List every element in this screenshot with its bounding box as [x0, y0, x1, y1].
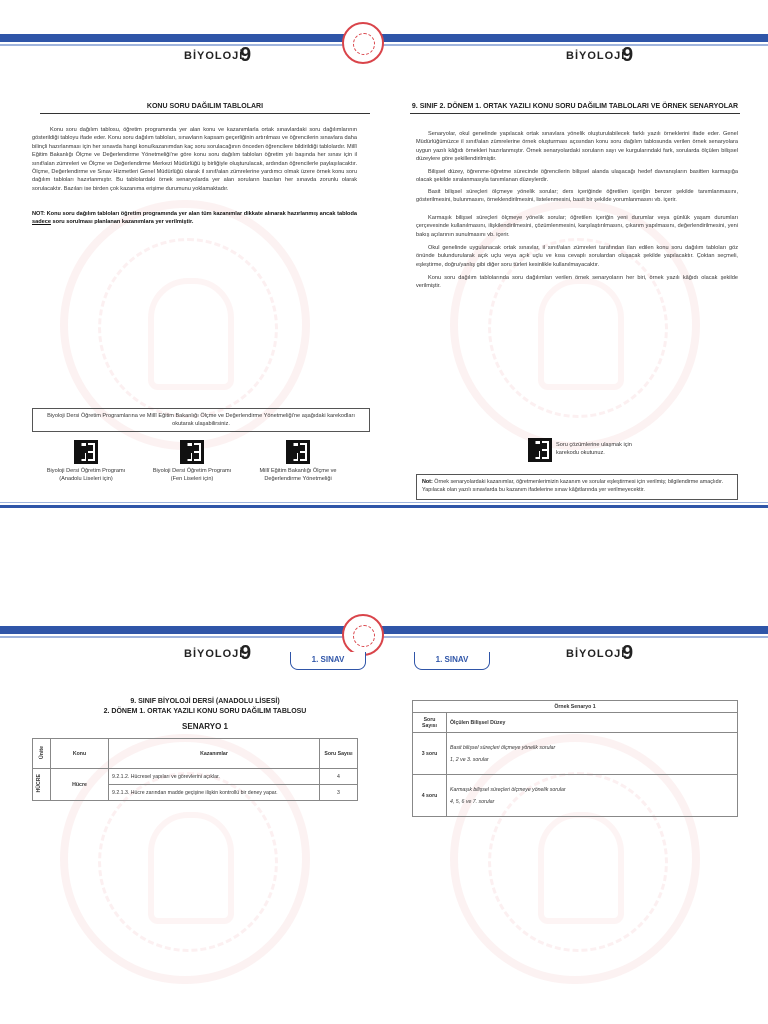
- kazanim-note-box: [416, 474, 738, 500]
- subject-label: BİYOLOJİ: [184, 648, 244, 660]
- page-title: KONU SORU DAĞILIM TABLOLARI: [146, 103, 264, 110]
- note-label: Not:: [422, 479, 433, 485]
- scenario-paragraph-1: Senaryolar, okul genelinde yapılacak ortak sınavlara yönelik oluşturulabilecek farklı yazılı örneklerini ifade eder. Genel Müdürlüğümüzce il sınıf/alan zümrelerine örnek oluşturması açısından konu soru dağılım tablosunda verilen örnek senaryolara uygun yazılı kâğıdı örnekleri hazırlanmıştır. Örnek senaryolardaki soruların sayı ve kurgularındaki fark, sorularda ölçülen bilişsel düzeylere göre şekillendirilmiştir.: [416, 131, 738, 163]
- scenario-paragraph-2: Bilişsel düzey, öğrenme-öğretme sürecinde öğrencilerin bilişsel alanda ulaşacağı hedef davranışların basitten karmaşığa olacak şekilde sıralanmasıyla tanımlanan düzeylerdir.: [416, 169, 738, 184]
- title-rule: [410, 113, 740, 114]
- count-cell: 4 soru: [413, 775, 447, 817]
- scenario-paragraph-4: Karmaşık bilişsel süreçleri ölçmeye yönelik sorular; öğretilen içeriğin yeni durumlar veya günlük yaşam durumları çerçevesinde kullanılmasını, ilişkilendirilmesini, çözümlenmesini, karşılaştırılmasını, çıkarım yapılmasını, değerlendirilmesini, yeni bakış açılarının sunulmasını vb. içerir.: [416, 215, 738, 238]
- scenario-paragraph-5: Okul genelinde uygulanacak ortak sınavlar, il sınıf/alan zümreleri tarafından ilan edilen konu soru dağılım tabloları göz önünde bulundurularak açık uçlu veya açık uçlu ve kısa cevaplı sorulardan oluşacak şekilde yapılacaktır. Çoktan seçmeli, eşleştirme, doğru/yanlış gibi diğer soru türleri kesinlikle kullanılmayacaktır.: [416, 245, 738, 268]
- col-bilissel-duzey: Ölçülen Bilişsel Düzey: [447, 713, 738, 733]
- meb-seal-logo: [342, 22, 384, 64]
- scenario-header-row: [413, 713, 738, 733]
- table-row: [413, 775, 738, 817]
- subject-label: BİYOLOJİ: [184, 50, 244, 62]
- footer-band: [0, 505, 768, 508]
- grade-number: 9: [240, 642, 252, 664]
- header-band-thin: [0, 636, 768, 638]
- note-emphasis: sadece: [32, 219, 51, 226]
- note-paragraph: [32, 210, 357, 227]
- scenario-table: [412, 700, 738, 817]
- header-band-thin: [0, 44, 768, 46]
- col-soru: Soru Sayısı: [320, 739, 358, 769]
- note-text-a: Konu soru dağılım tabloları öğretim programında yer alan tüm kazanımlar dikkate alınarak hazırlanmış ancak tabloda: [45, 211, 357, 217]
- qr-intro-box: Biyoloji Dersi Öğretim Programlarına ve Millî Eğitim Bakanlığı Ölçme ve Değerlendirme Yönetmeliği'ne aşağıdaki karekodları okutarak ulaşabilirsiniz.: [32, 408, 370, 432]
- grade-number: 9: [622, 44, 634, 66]
- footer-band-thin: [0, 502, 768, 503]
- soru-cell: 4: [320, 769, 358, 785]
- topic-cell: Hücre: [51, 769, 109, 801]
- count-cell: 3 soru: [413, 733, 447, 775]
- kazanim-cell: 9.2.1.3. Hücre zarından madde geçişine ilişkin kontrollü bir deney yapar.: [109, 785, 320, 801]
- level-text: Karmaşık bilişsel süreçleri ölçmeye yönelik sorular: [450, 786, 566, 793]
- table-row: [413, 733, 738, 775]
- scenario-title-row: [413, 701, 738, 713]
- items-text: 4, 5, 6 ve 7. sorular: [450, 798, 495, 805]
- page-title: 9. SINIF 2. DÖNEM 1. ORTAK YAZILI KONU SORU DAĞILIM TABLOLARI VE ÖRNEK SENARYOLAR: [411, 103, 739, 110]
- bottom-spread: [0, 514, 768, 1024]
- exam-tab: 1. SINAV: [290, 652, 366, 670]
- distribution-table: [32, 738, 358, 801]
- table-title-1: 9. SINIF BİYOLOJİ DERSİ (ANADOLU LİSESİ): [130, 698, 280, 705]
- scenario-title: SENARYO 1: [182, 722, 228, 731]
- header-band: [0, 34, 768, 42]
- exam-tab: 1. SINAV: [414, 652, 490, 670]
- qr-code-solutions[interactable]: [528, 438, 552, 462]
- qr-code-anadolu[interactable]: [74, 440, 98, 464]
- level-text: Basit bilişsel süreçleri ölçmeye yönelik sorular: [450, 744, 556, 751]
- items-text: 1, 2 ve 3. sorular: [450, 756, 489, 763]
- scenario-paragraph-3: Basit bilişsel süreçleri ölçmeye yönelik sorular; ders içeriğinde öğretilen içeriğin benzer şekilde tanımlanmasını, gösterilmesini, bulunmasını, örneklendirilmesini, listelenmesini, basit bir şekilde yorumlanmasını vb. içerir.: [416, 189, 738, 204]
- qr-caption-anadolu: Biyoloji Dersi Öğretim Programı (Anadolu Liseleri için): [46, 468, 126, 482]
- intro-paragraph: Konu soru dağılım tablosu, öğretim programında yer alan konu ve kazanımlarla ortak sınavlardaki soru dağılımlarının gösterildiği tabloyu ifade eder. Konu soru dağılım tabloları, sınavların kapsam geçerliğinin artırılması ve öğrencilerin sınavlara daha bilinçli hazırlanması için her sınavda hangi konu/kazanımdan kaç soru sorulacağının önceden öğrencilere bildirildiği tablolardır. Millî Eğitim Bakanlığı Ölçme ve Değerlendirme Yönetmeliği'ne göre konu soru dağılım tabloları öğretim yılı başında her sınav için il sınıf/alan zümreleri ve Ölçme ve Değerlendirme Merkezi Müdürlüğü iş birliğiyle oluşturulacak, ardından öğrencilerle paylaşılacaktır. Ölçme, Değerlendirme ve Sınav Hizmetleri Genel Müdürlüğü olarak il sınıf/alan zümrelerine yardımcı olmak üzere örnek konu soru dağılım tabloları hazırlanmıştır. Bu tablolardaki örnek senaryolarda yer alan soruların bazıları her sınavda zorunlu olarak sorulacaktır. Bazıları ise birden çok kazanıma erişime durumunu yoklamaktadır.: [32, 127, 357, 192]
- qr-code-fen[interactable]: [180, 440, 204, 464]
- subject-label: BİYOLOJİ: [566, 648, 626, 660]
- kazanim-cell: 9.2.1.2. Hücresel yapıları ve görevlerini açıklar.: [109, 769, 320, 785]
- subject-label: BİYOLOJİ: [566, 50, 626, 62]
- note-text-b: soru sorulması planlanan kazanımlara yer verilmiştir.: [50, 219, 194, 226]
- note-label: NOT:: [32, 211, 46, 217]
- grade-number: 9: [622, 642, 634, 664]
- qr-code-yonetmelik[interactable]: [286, 440, 310, 464]
- qr-caption-yonetmelik: Millî Eğitim Bakanlığı Ölçme ve Değerlendirme Yönetmeliği: [259, 468, 337, 482]
- title-rule: [40, 113, 370, 114]
- unit-cell: HÜCRE: [36, 774, 42, 793]
- level-cell: [447, 775, 738, 817]
- scenario-table-title: Örnek Senaryo 1: [413, 701, 738, 713]
- table-title-2: 2. DÖNEM 1. ORTAK YAZILI KONU SORU DAĞILIM TABLOSU: [103, 708, 307, 715]
- header-band: [0, 626, 768, 634]
- col-unite: Ünite: [38, 746, 45, 759]
- qr-caption-fen: Biyoloji Dersi Öğretim Programı (Fen Liseleri için): [152, 468, 232, 482]
- table-header-row: [33, 739, 358, 769]
- level-cell: [447, 733, 738, 775]
- scenario-paragraph-6: Konu soru dağılım tablolarında soru dağılımları verilen örnek senaryoların her biri, örnek yazılı kâğıdı olacak şekilde verilmiştir.: [416, 275, 738, 290]
- col-kazanim: Kazanımlar: [109, 739, 320, 769]
- col-soru-sayisi: Soru Sayısı: [413, 713, 447, 733]
- qr-solutions-caption: Soru çözümlerine ulaşmak için karekodu okutunuz.: [556, 442, 632, 457]
- col-konu: Konu: [51, 739, 109, 769]
- grade-number: 9: [240, 44, 252, 66]
- soru-cell: 3: [320, 785, 358, 801]
- top-spread: [0, 0, 768, 510]
- table-row: [33, 769, 358, 785]
- note-text: Örnek senaryolardaki kazanımlar, öğretmenlerimizin kazanım ve sorular eşleştirmesi için verilmiş; bilgilendirme amaçlıdır. Yapılacak olan yazılı sınavlarda bu kazanım ifadelerine sınav kâğıtlarında yer verilmeyecektir.: [422, 479, 724, 493]
- meb-seal-logo: [342, 614, 384, 656]
